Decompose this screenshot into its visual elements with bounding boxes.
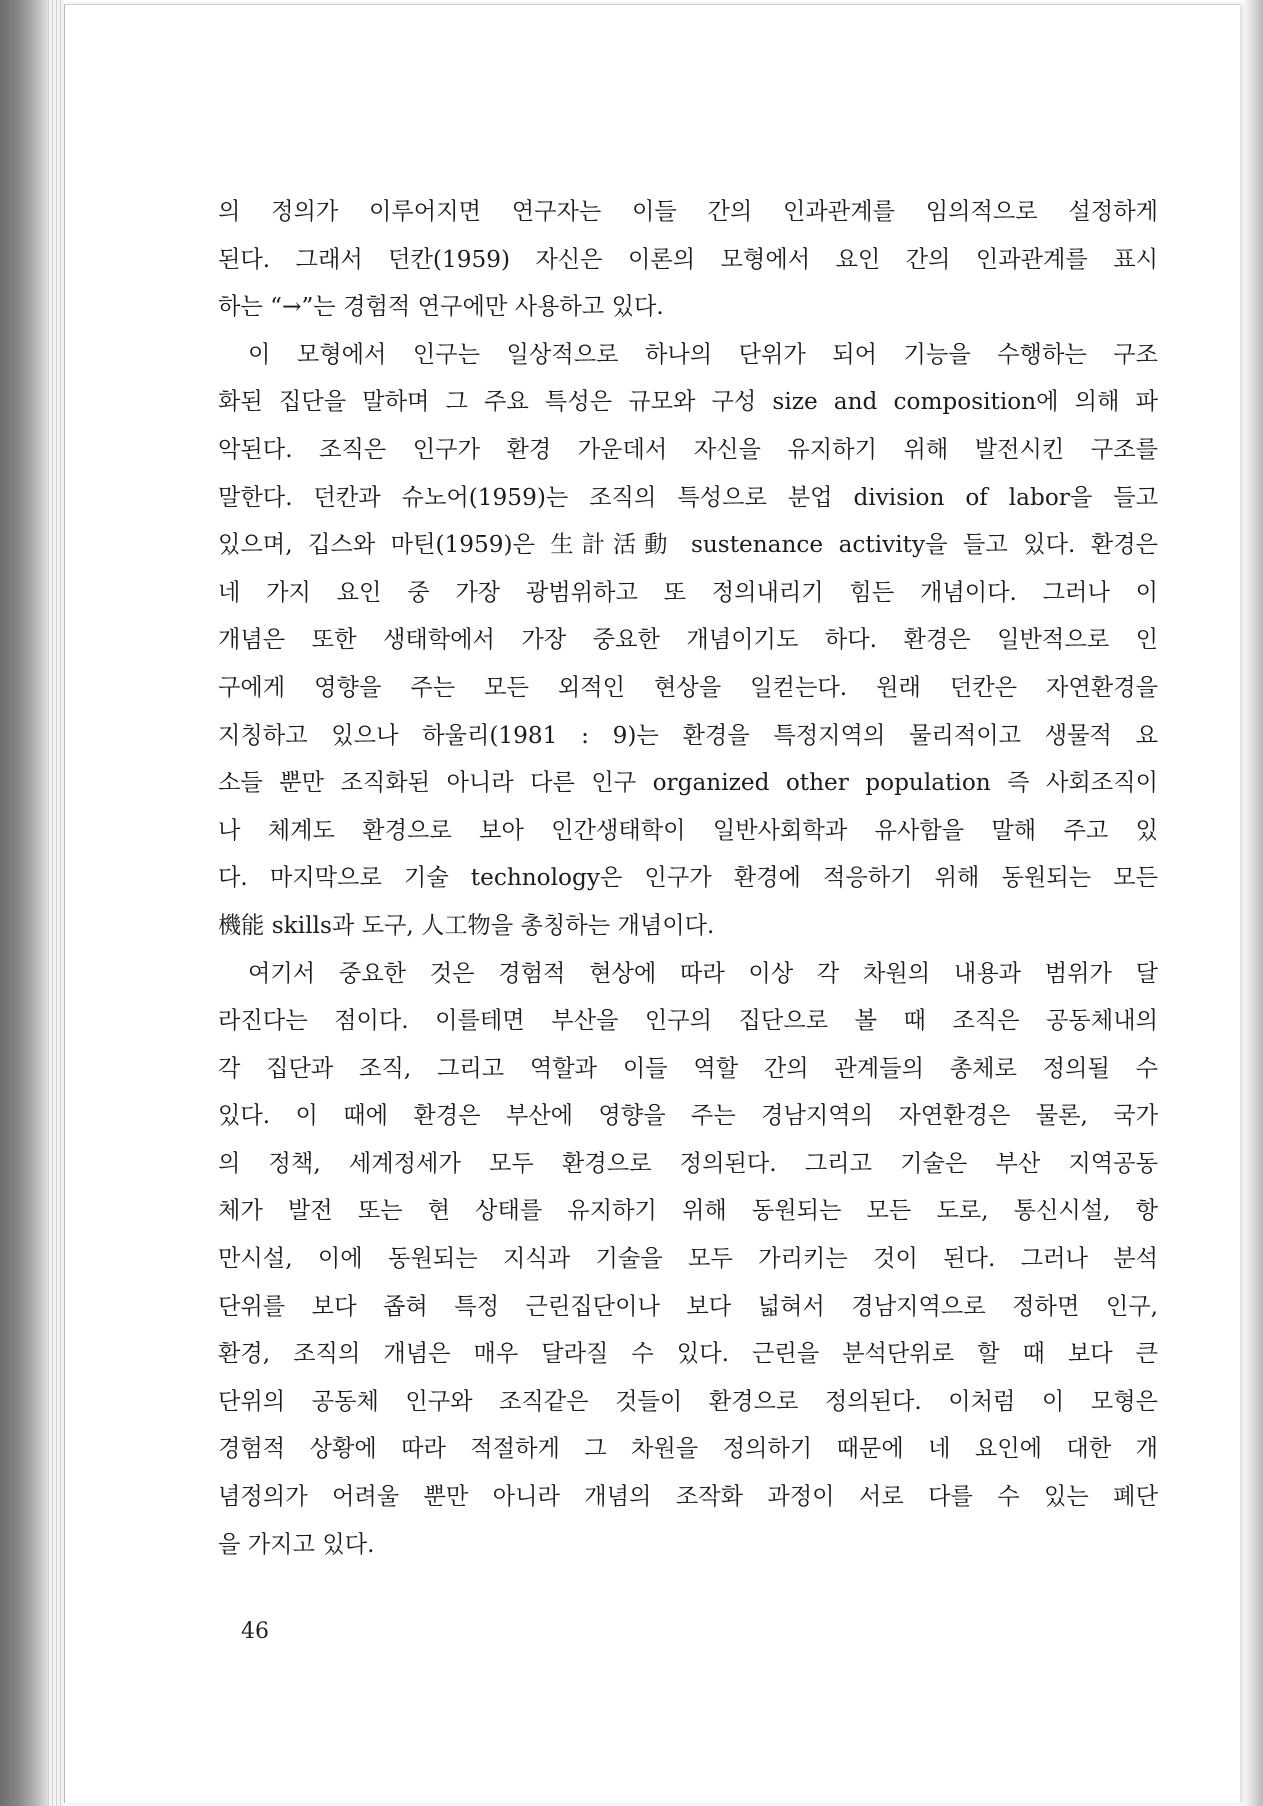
text-line: 환경, 조직의 개념은 매우 달라질 수 있다. 근린을 분석단위로 할 때 보다 큰 bbox=[218, 1340, 1158, 1368]
text-line: 나 체계도 환경으로 보아 인간생태학이 일반사회학과 유사함을 말해 주고 있 bbox=[218, 816, 1158, 844]
text-line: 단위의 공동체 인구와 조직같은 것들이 환경으로 정의된다. 이처럼 이 모형은 bbox=[218, 1387, 1158, 1415]
text-line: 있으며, 깁스와 마틴(1959)은 生計活動 sustenance activity을 들고 있다. 환경은 bbox=[218, 531, 1158, 559]
text-line: 機能 skills과 도구, 人工物을 총칭하는 개념이다. bbox=[218, 911, 715, 939]
text-line: 하는 “→”는 경험적 연구에만 사용하고 있다. bbox=[218, 293, 664, 321]
book-page bbox=[64, 4, 1240, 1803]
text-line: 각 집단과 조직, 그리고 역할과 이들 역할 간의 관계들의 총체로 정의될 수 bbox=[218, 1054, 1158, 1082]
text-line: 의 정의가 이루어지면 연구자는 이들 간의 인과관계를 임의적으로 설정하게 bbox=[218, 198, 1158, 225]
page-stack-left bbox=[48, 0, 64, 1806]
text-line: 을 가지고 있다. bbox=[218, 1530, 375, 1558]
page-number: 46 bbox=[241, 1619, 269, 1644]
text-line: 체가 발전 또는 현 상태를 유지하기 위해 동원되는 모든 도로, 통신시설, 항 bbox=[218, 1197, 1158, 1225]
text-line: 여기서 중요한 것은 경험적 현상에 따라 이상 각 차원의 내용과 범위가 달 bbox=[248, 959, 1158, 987]
body-text bbox=[218, 188, 1158, 1568]
text-line: 말한다. 던칸과 슈노어(1959)는 조직의 특성으로 분업 division of labor을 들고 bbox=[218, 483, 1158, 511]
text-line: 의 정책, 세계정세가 모두 환경으로 정의된다. 그리고 기술은 부산 지역공동 bbox=[218, 1149, 1158, 1177]
text-line: 지칭하고 있으나 하울리(1981 : 9)는 환경을 특정지역의 물리적이고 생물적 요 bbox=[218, 721, 1158, 749]
page-stack-right bbox=[1241, 0, 1263, 1806]
text-line: 화된 집단을 말하며 그 주요 특성은 규모와 구성 size and composition에 의해 파 bbox=[218, 388, 1158, 416]
book-binding-edge bbox=[0, 0, 50, 1806]
text-line: 네 가지 요인 중 가장 광범위하고 또 정의내리기 힘든 개념이다. 그러나 이 bbox=[218, 578, 1158, 606]
text-line: 념정의가 어려울 뿐만 아니라 개념의 조작화 과정이 서로 다를 수 있는 폐단 bbox=[218, 1483, 1158, 1511]
text-line: 있다. 이 때에 환경은 부산에 영향을 주는 경남지역의 자연환경은 물론, 국가 bbox=[218, 1102, 1158, 1130]
text-line: 구에게 영향을 주는 모든 외적인 현상을 일컫는다. 원래 던칸은 자연환경을 bbox=[218, 673, 1158, 701]
text-line: 이 모형에서 인구는 일상적으로 하나의 단위가 되어 기능을 수행하는 구조 bbox=[248, 340, 1158, 368]
text-line: 개념은 또한 생태학에서 가장 중요한 개념이기도 하다. 환경은 일반적으로 인 bbox=[218, 626, 1158, 654]
text-line: 다. 마지막으로 기술 technology은 인구가 환경에 적응하기 위해 동원되는 모든 bbox=[218, 864, 1158, 892]
text-line: 악된다. 조직은 인구가 환경 가운데서 자신을 유지하기 위해 발전시킨 구조를 bbox=[218, 435, 1158, 463]
text-line: 만시설, 이에 동원되는 지식과 기술을 모두 가리키는 것이 된다. 그러나 분석 bbox=[218, 1245, 1158, 1273]
text-line: 경험적 상황에 따라 적절하게 그 차원을 정의하기 때문에 네 요인에 대한 개 bbox=[218, 1435, 1158, 1463]
text-line: 라진다는 점이다. 이를테면 부산을 인구의 집단으로 볼 때 조직은 공동체내의 bbox=[218, 1007, 1158, 1035]
text-line: 단위를 보다 좁혀 특정 근린집단이나 보다 넓혀서 경남지역으로 정하면 인구, bbox=[218, 1292, 1158, 1320]
text-line: 된다. 그래서 던칸(1959) 자신은 이론의 모형에서 요인 간의 인과관계를 표시 bbox=[218, 245, 1158, 273]
text-line: 소들 뿐만 조직화된 아니라 다른 인구 organized other population 즉 사회조직이 bbox=[218, 769, 1158, 797]
